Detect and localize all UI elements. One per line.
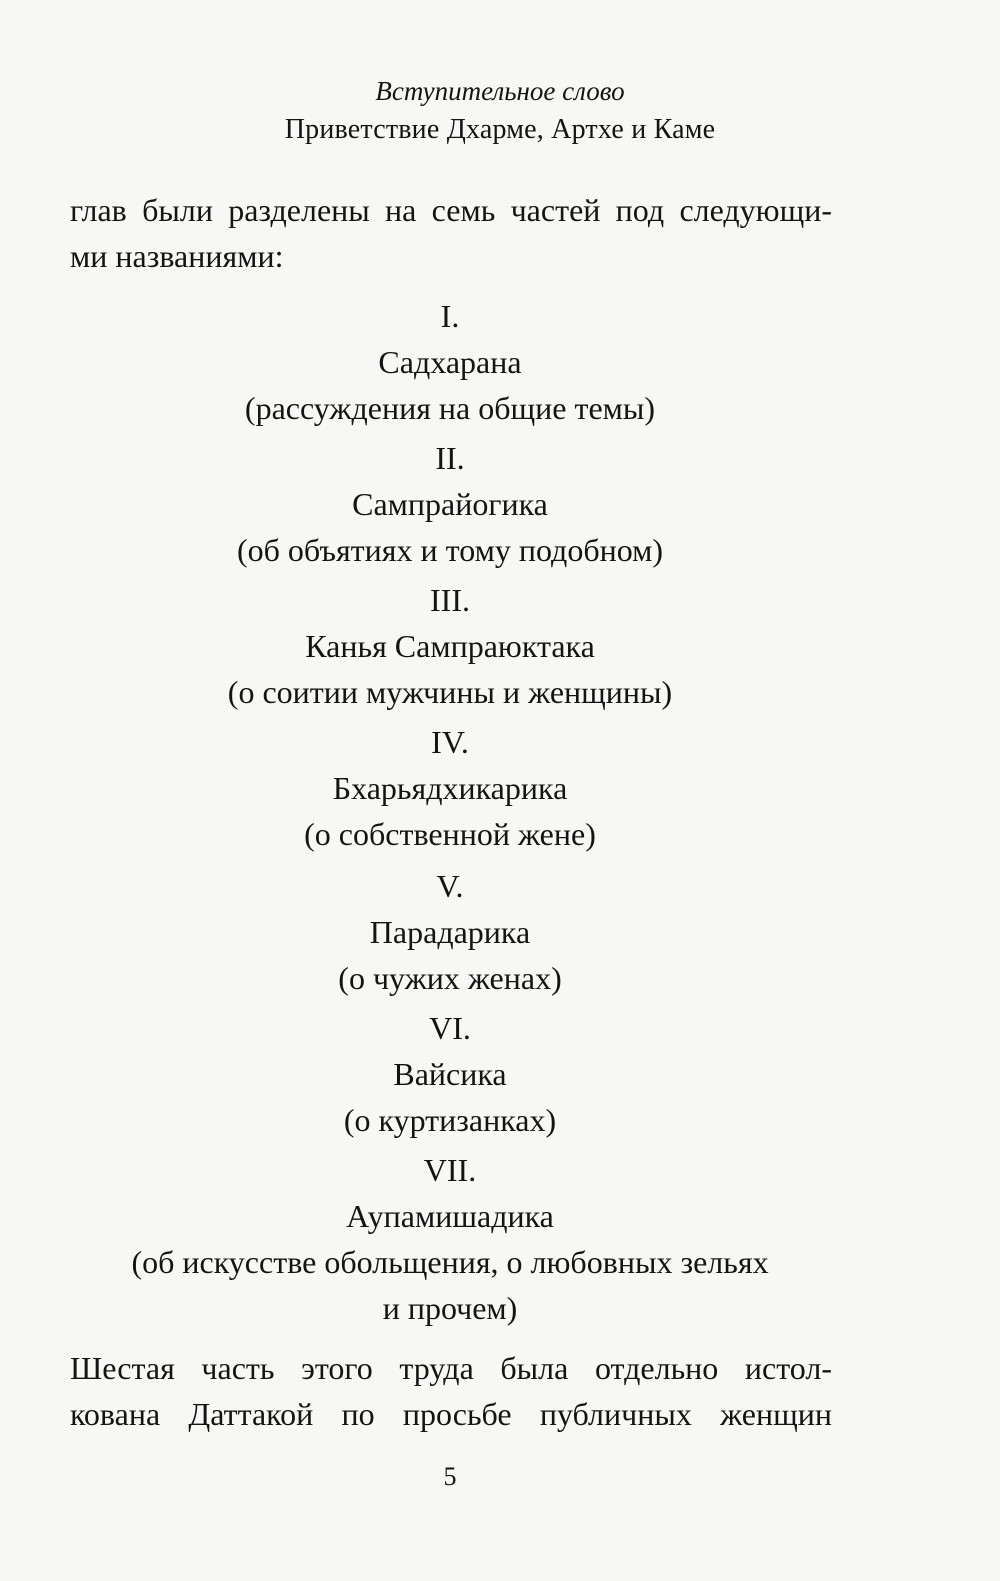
part-5-subtitle: (о чужих женах) <box>338 960 562 996</box>
part-6-numeral: VI. <box>429 1010 471 1046</box>
closing-paragraph <box>70 1345 832 1437</box>
part-3-title: Канья Сампраюктака <box>305 628 595 664</box>
part-1-subtitle: (рассуждения на общие темы) <box>244 390 656 426</box>
part-7-numeral: VII. <box>423 1152 477 1188</box>
part-3-numeral: III. <box>430 582 470 618</box>
part-7-title: Аупамишадика <box>346 1198 554 1234</box>
part-5-numeral: V. <box>436 868 464 904</box>
intro-line-1: глав были разделены на семь частей под следующи- <box>70 192 832 228</box>
part-5-title: Парадарика <box>369 914 531 950</box>
closing-line-2: кована Даттакой по просьбе публичных женщин <box>70 1396 832 1432</box>
part-1-title: Садхарана <box>378 344 522 380</box>
running-head-chapter: Приветствие Дхарме, Артхе и Каме <box>284 114 716 145</box>
part-4-numeral: IV. <box>431 724 469 760</box>
part-1-numeral: I. <box>440 298 460 334</box>
part-7-subtitle-cont: и прочем) <box>382 1290 518 1326</box>
part-3-subtitle: (о соитии мужчины и женщины) <box>227 674 673 710</box>
part-4-subtitle: (о собственной жене) <box>304 816 596 852</box>
part-2-subtitle: (об объятиях и тому подобном) <box>236 532 664 568</box>
part-6-title: Вайсика <box>393 1056 507 1092</box>
part-4-title: Бхарьядхикарика <box>332 770 568 806</box>
intro-paragraph <box>70 187 832 279</box>
part-7-subtitle: (об искусстве обольщения, о любовных зельях <box>131 1244 769 1280</box>
part-2-title: Сампрайогика <box>352 486 548 522</box>
part-6-subtitle: (о куртизанках) <box>343 1102 557 1138</box>
intro-line-2: ми названиями: <box>70 238 284 274</box>
closing-line-1: Шестая часть этого труда была отдельно истол- <box>70 1350 832 1386</box>
part-2-numeral: II. <box>435 440 465 476</box>
running-head-section: Вступительное слово <box>375 76 625 106</box>
page-number: 5 <box>443 1462 457 1491</box>
